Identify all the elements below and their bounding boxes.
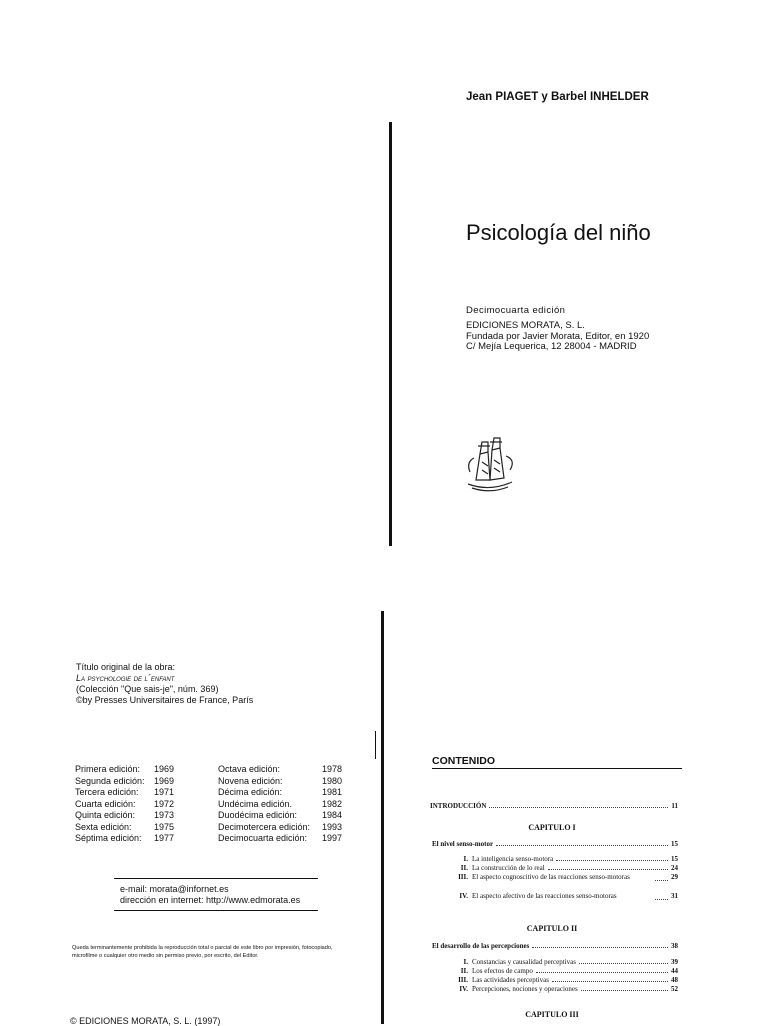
toc-entry-page: 38 [671, 942, 678, 950]
vertical-rule-bottom [381, 611, 384, 1024]
toc-intro [430, 802, 678, 810]
original-title: La psychologie de l´enfant [76, 673, 175, 683]
toc-item-number: IV. [459, 985, 468, 993]
toc-entry-title: La construcción de lo real [472, 864, 545, 872]
edition-label: Decimocuarta edición: [218, 833, 308, 843]
toc-entry-title: El desarrollo de las percepciones [432, 942, 530, 950]
editions-row [75, 764, 352, 776]
vertical-rule-top [389, 122, 392, 546]
toc-item-number: IV. [459, 892, 468, 900]
edition-year: 1975 [154, 821, 175, 832]
toc-entry-title: INTRODUCCIÓN [430, 802, 487, 810]
book-title: Psicología del niño [466, 220, 651, 245]
website-text: dirección en internet: http://www.edmorata.es [120, 895, 301, 905]
publisher-name: EDICIONES MORATA, S. L. [466, 320, 585, 331]
edition-label: Décima edición: [218, 787, 283, 797]
toc-item-number: II. [460, 967, 468, 975]
toc-entry-title: El nivel senso-motor [432, 840, 494, 848]
edition-year: 1969 [154, 764, 175, 774]
toc-item-number: I. [463, 958, 468, 966]
email-text: e-mail: morata@infornet.es [120, 884, 229, 894]
toc-entry-page: 31 [671, 892, 678, 900]
contact-rule-top [114, 878, 318, 879]
toc-entry-page: 11 [671, 802, 678, 810]
contact-block [120, 884, 300, 906]
edition-label: Séptima edición: [75, 833, 142, 843]
toc-entry-page: 48 [671, 976, 678, 984]
toc-entry-title: Percepciones, nociones y operaciones [472, 985, 578, 993]
toc-item-number: I. [463, 855, 468, 863]
toc-item-number: III. [458, 873, 468, 881]
rights-info: ©by Presses Universitaires de France, París [76, 695, 254, 705]
toc-chapter [432, 840, 678, 848]
edition-year: 1969 [154, 775, 175, 786]
edition-label: Primera edición: [75, 764, 141, 774]
toc-entry-page: 39 [671, 958, 678, 966]
editions-row [75, 833, 352, 845]
toc-item [454, 958, 678, 966]
edition-year: 1973 [154, 810, 175, 820]
edition-year: 1997 [322, 833, 343, 843]
toc-item [454, 855, 678, 863]
edition-label: Cuarta edición: [75, 798, 136, 809]
vertical-rule-small [375, 731, 376, 759]
publisher-founded: Fundada por Javier Morata, Editor, en 1920 [466, 330, 650, 342]
editions-row [75, 776, 352, 788]
chapter-label: CAPITULO II [526, 924, 578, 933]
toc-entry-page: 24 [671, 864, 678, 872]
editions-row [75, 787, 352, 799]
toc-entry-title: Los efectos de campo [472, 967, 533, 975]
toc-entry-page: 52 [671, 985, 678, 993]
toc-entry-page: 44 [671, 967, 678, 975]
legal-notice: Queda terminantemente prohibida la reproducción total o parcial de este libro por impresión, fotocopiado, microfilme o cualquier otro medio sin permiso previo, por escrito, del Editor. [72, 945, 333, 959]
chapter-label: CAPITULO I [528, 823, 576, 832]
toc-item [454, 864, 678, 872]
editions-table [75, 764, 352, 845]
edition-label: Sexta edición: [75, 821, 132, 832]
edition-year: 1984 [322, 810, 343, 820]
contact-rule-bottom [114, 910, 318, 911]
edition-year: 1978 [322, 764, 343, 774]
toc-item [454, 892, 678, 900]
toc-entry-page: 29 [671, 873, 678, 881]
original-title-label: Título original de la obra: [76, 662, 176, 672]
editions-row [75, 822, 352, 834]
toc-heading: CONTENIDO [432, 755, 682, 769]
editions-row [75, 810, 352, 822]
edition-label: Quinta edición: [75, 810, 136, 820]
copyright-notice: © EDICIONES MORATA, S. L. (1997) [70, 1016, 221, 1026]
toc-entry-title: El aspecto cognoscitivo de las reacciones senso-motoras [472, 873, 630, 881]
collection-info: (Colección "Que sais-je", núm. 369) [76, 684, 219, 694]
toc-item [454, 985, 678, 993]
toc-entry-title: Las actividades perceptivas [472, 976, 549, 984]
toc-chapter [432, 942, 678, 950]
edition-year: 1977 [154, 833, 175, 843]
toc-entry-page: 15 [671, 840, 678, 848]
toc-entry-title: El aspecto afectivo de las reacciones senso-motoras [472, 892, 617, 900]
credits-block [76, 662, 253, 706]
edition-label: Undécima edición. [218, 798, 293, 809]
chapter-label: CAPITULO III [525, 1010, 579, 1019]
edition-year: 1980 [322, 775, 343, 786]
edition-label: Novena edición: [218, 775, 283, 786]
publisher-address: C/ Mejía Lequerica, 12 28004 - MADRID [466, 341, 637, 352]
edition-year: 1993 [322, 821, 343, 832]
edition-year: 1981 [322, 787, 343, 797]
toc-item-number: II. [460, 864, 468, 872]
toc-entry-title: Constancias y causalidad perceptivas [472, 958, 576, 966]
authors: Jean PIAGET y Barbel INHELDER [466, 91, 649, 103]
edition-year: 1972 [154, 798, 175, 809]
edition-label: Tercera edición: [75, 787, 139, 797]
edition-label: Octava edición: [218, 764, 281, 774]
toc-item [454, 967, 678, 975]
toc-entry-title: La inteligencia senso-motora [472, 855, 554, 863]
edition-year: 1982 [322, 798, 343, 809]
publisher-block [466, 321, 649, 353]
toc-item [454, 976, 678, 984]
toc-entry-page: 15 [671, 855, 678, 863]
toc-item-number: III. [458, 976, 468, 984]
edition-label: Decimocuarta edición [466, 305, 566, 316]
edition-label: Decimotercera edición: [218, 821, 311, 832]
edition-label: Segunda edición: [75, 775, 145, 786]
publisher-emblem-icon [462, 432, 518, 492]
edition-year: 1971 [154, 787, 175, 797]
edition-label: Duodécima edición: [218, 810, 298, 820]
toc-item [454, 873, 678, 881]
editions-row [75, 799, 352, 811]
